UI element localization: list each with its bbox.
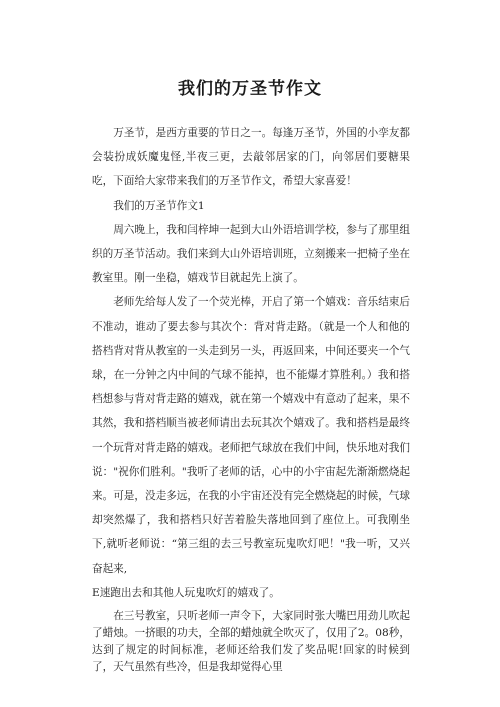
intro-paragraph: 万圣节，是西方重要的节日之一。每逢万圣节，外国的小孪友都会装扮成妖魔鬼怪,半夜三更，去敲邻居家的门，向邻居们要糖果吃，下面给大家带来我们的万圣节作文，希望大家喜爱！ <box>92 127 410 188</box>
body-paragraph: 在三号教室，只听老师一声令下，大家同时张大嘴巴用劲儿吹起了蜡烛。一挤眼的功夫，全部的蜡烛就全吹灭了，仅用了2。08秒，达到了规定的时间标准，老师还给我们发了奖品呢!回家的时候到了，天气虽然有些冷，但是我却觉得心里 <box>92 610 410 674</box>
document-body <box>92 121 410 676</box>
body-paragraph: E速跑出去和其他人玩鬼吹灯的嬉戏了。 <box>92 586 280 599</box>
body-paragraph: 周六晚上，我和闫梓坤一起到大山外语培训学校，参与了那里组织的万圣节活动。我们来到大山外语培训班，立刻搬来一把椅子坐在教室里。刚一坐稳，嬉戏节目就起先上演了。 <box>92 223 410 285</box>
body-paragraph: 老师先给每人发了一个荧光棒，开启了第一个嬉戏：音乐结束后不准动，谁动了要去参与其次个：背对背走路。（就是一个人和他的搭档背对背从教室的一头走到另一头，再返回来，中间还要夹一个气球，在一分钟之内中间的气球不能掉，也不能爆才算胜利。）我和搭档想参与背对背走路的嬉戏，就在第一个嬉戏中有意动了起来，果不其然，我和搭档顺当被老师请出去玩其次个嬉戏了。我和搭档是最终一个玩背对背走路的嬉戏。老师把气球放在我们中间，快乐地对我们说："祝你们胜利。"我听了老师的话，心中的小宇宙起先渐渐燃烧起来。可是，没走多远，在我的小宇宙还没有完全燃烧起的时候，气球却突然爆了，我和搭档只好苦着脸失落地回到了座位上。可我刚坐下,就听老师说：“第三组的去三号教室玩鬼吹灯吧！"我一听，又兴奋起来, <box>92 296 410 575</box>
section-heading: 我们的万圣节作文1 <box>113 199 205 212</box>
document-title: 我们的万圣节作文 <box>178 79 322 99</box>
